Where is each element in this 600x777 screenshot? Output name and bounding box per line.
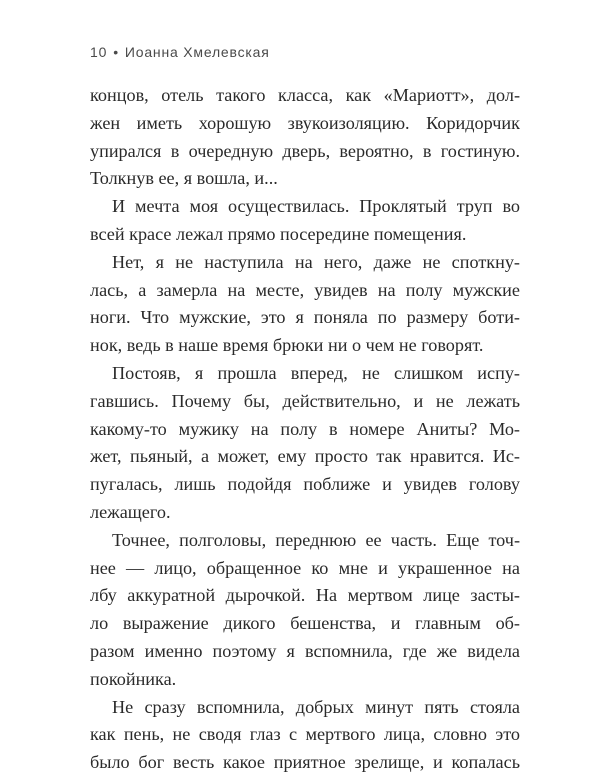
- text-line: нее — лицо, обращенное ко мне и украшенное на: [90, 557, 520, 578]
- text-line: Точнее, полголовы, переднюю ее часть. Еще точ-: [112, 529, 520, 550]
- text-line: было бог весть какое приятное зрелище, и копалась: [90, 752, 520, 773]
- text-line: пугалась, лишь подойдя поближе и увидев голову: [90, 474, 520, 495]
- text-line: И мечта моя осуществилась. Проклятый труп во: [112, 196, 520, 217]
- page-number: 10: [90, 44, 108, 60]
- header-separator: •: [113, 44, 119, 60]
- text-line: Нет, я не наступила на него, даже не споткну-: [112, 251, 520, 272]
- text-line: покойника.: [90, 668, 177, 689]
- text-line: лежащего.: [90, 501, 171, 522]
- body-text: [90, 82, 520, 777]
- text-line: Постояв, я прошла вперед, не слишком испу-: [112, 362, 520, 383]
- text-line: нок, ведь в наше время брюки ни о чем не говорят.: [90, 335, 484, 356]
- text-line: ноги. Что мужские, это я поняла по размеру боти-: [90, 307, 520, 328]
- text-line: концов, отель такого класса, как «Мариотт», дол-: [90, 85, 520, 105]
- running-header: [90, 44, 270, 60]
- text-line: разом именно поэтому я вспомнила, где же видела: [90, 640, 520, 661]
- text-line: как пень, не сводя глаз с мертвого лица, словно это: [90, 724, 520, 745]
- text-line: лбу аккуратной дырочкой. На мертвом лице засты-: [90, 585, 520, 606]
- text-line: жен иметь хорошую звукоизоляцию. Коридорчик: [90, 112, 520, 133]
- text-line: упирался в очередную дверь, вероятно, в гостиную.: [90, 140, 520, 161]
- text-line: гавшись. Почему бы, действительно, и не лежать: [90, 390, 520, 411]
- text-line: какому-то мужику на полу в номере Аниты? Мо-: [90, 418, 520, 439]
- text-line: всей красе лежал прямо посередине помещения.: [90, 223, 467, 244]
- text-line: лась, а замерла на месте, увидев на полу мужские: [90, 279, 520, 300]
- text-line: Толкнув ее, я вошла, и...: [90, 168, 278, 189]
- author-name: Иоанна Хмелевская: [124, 44, 270, 60]
- text-line: ло выражение дикого бешенства, и главным об-: [90, 613, 520, 634]
- text-line: жет, пьяный, а может, ему просто так нравится. Ис-: [90, 446, 520, 467]
- text-line: Не сразу вспомнила, добрых минут пять стояла: [112, 696, 520, 717]
